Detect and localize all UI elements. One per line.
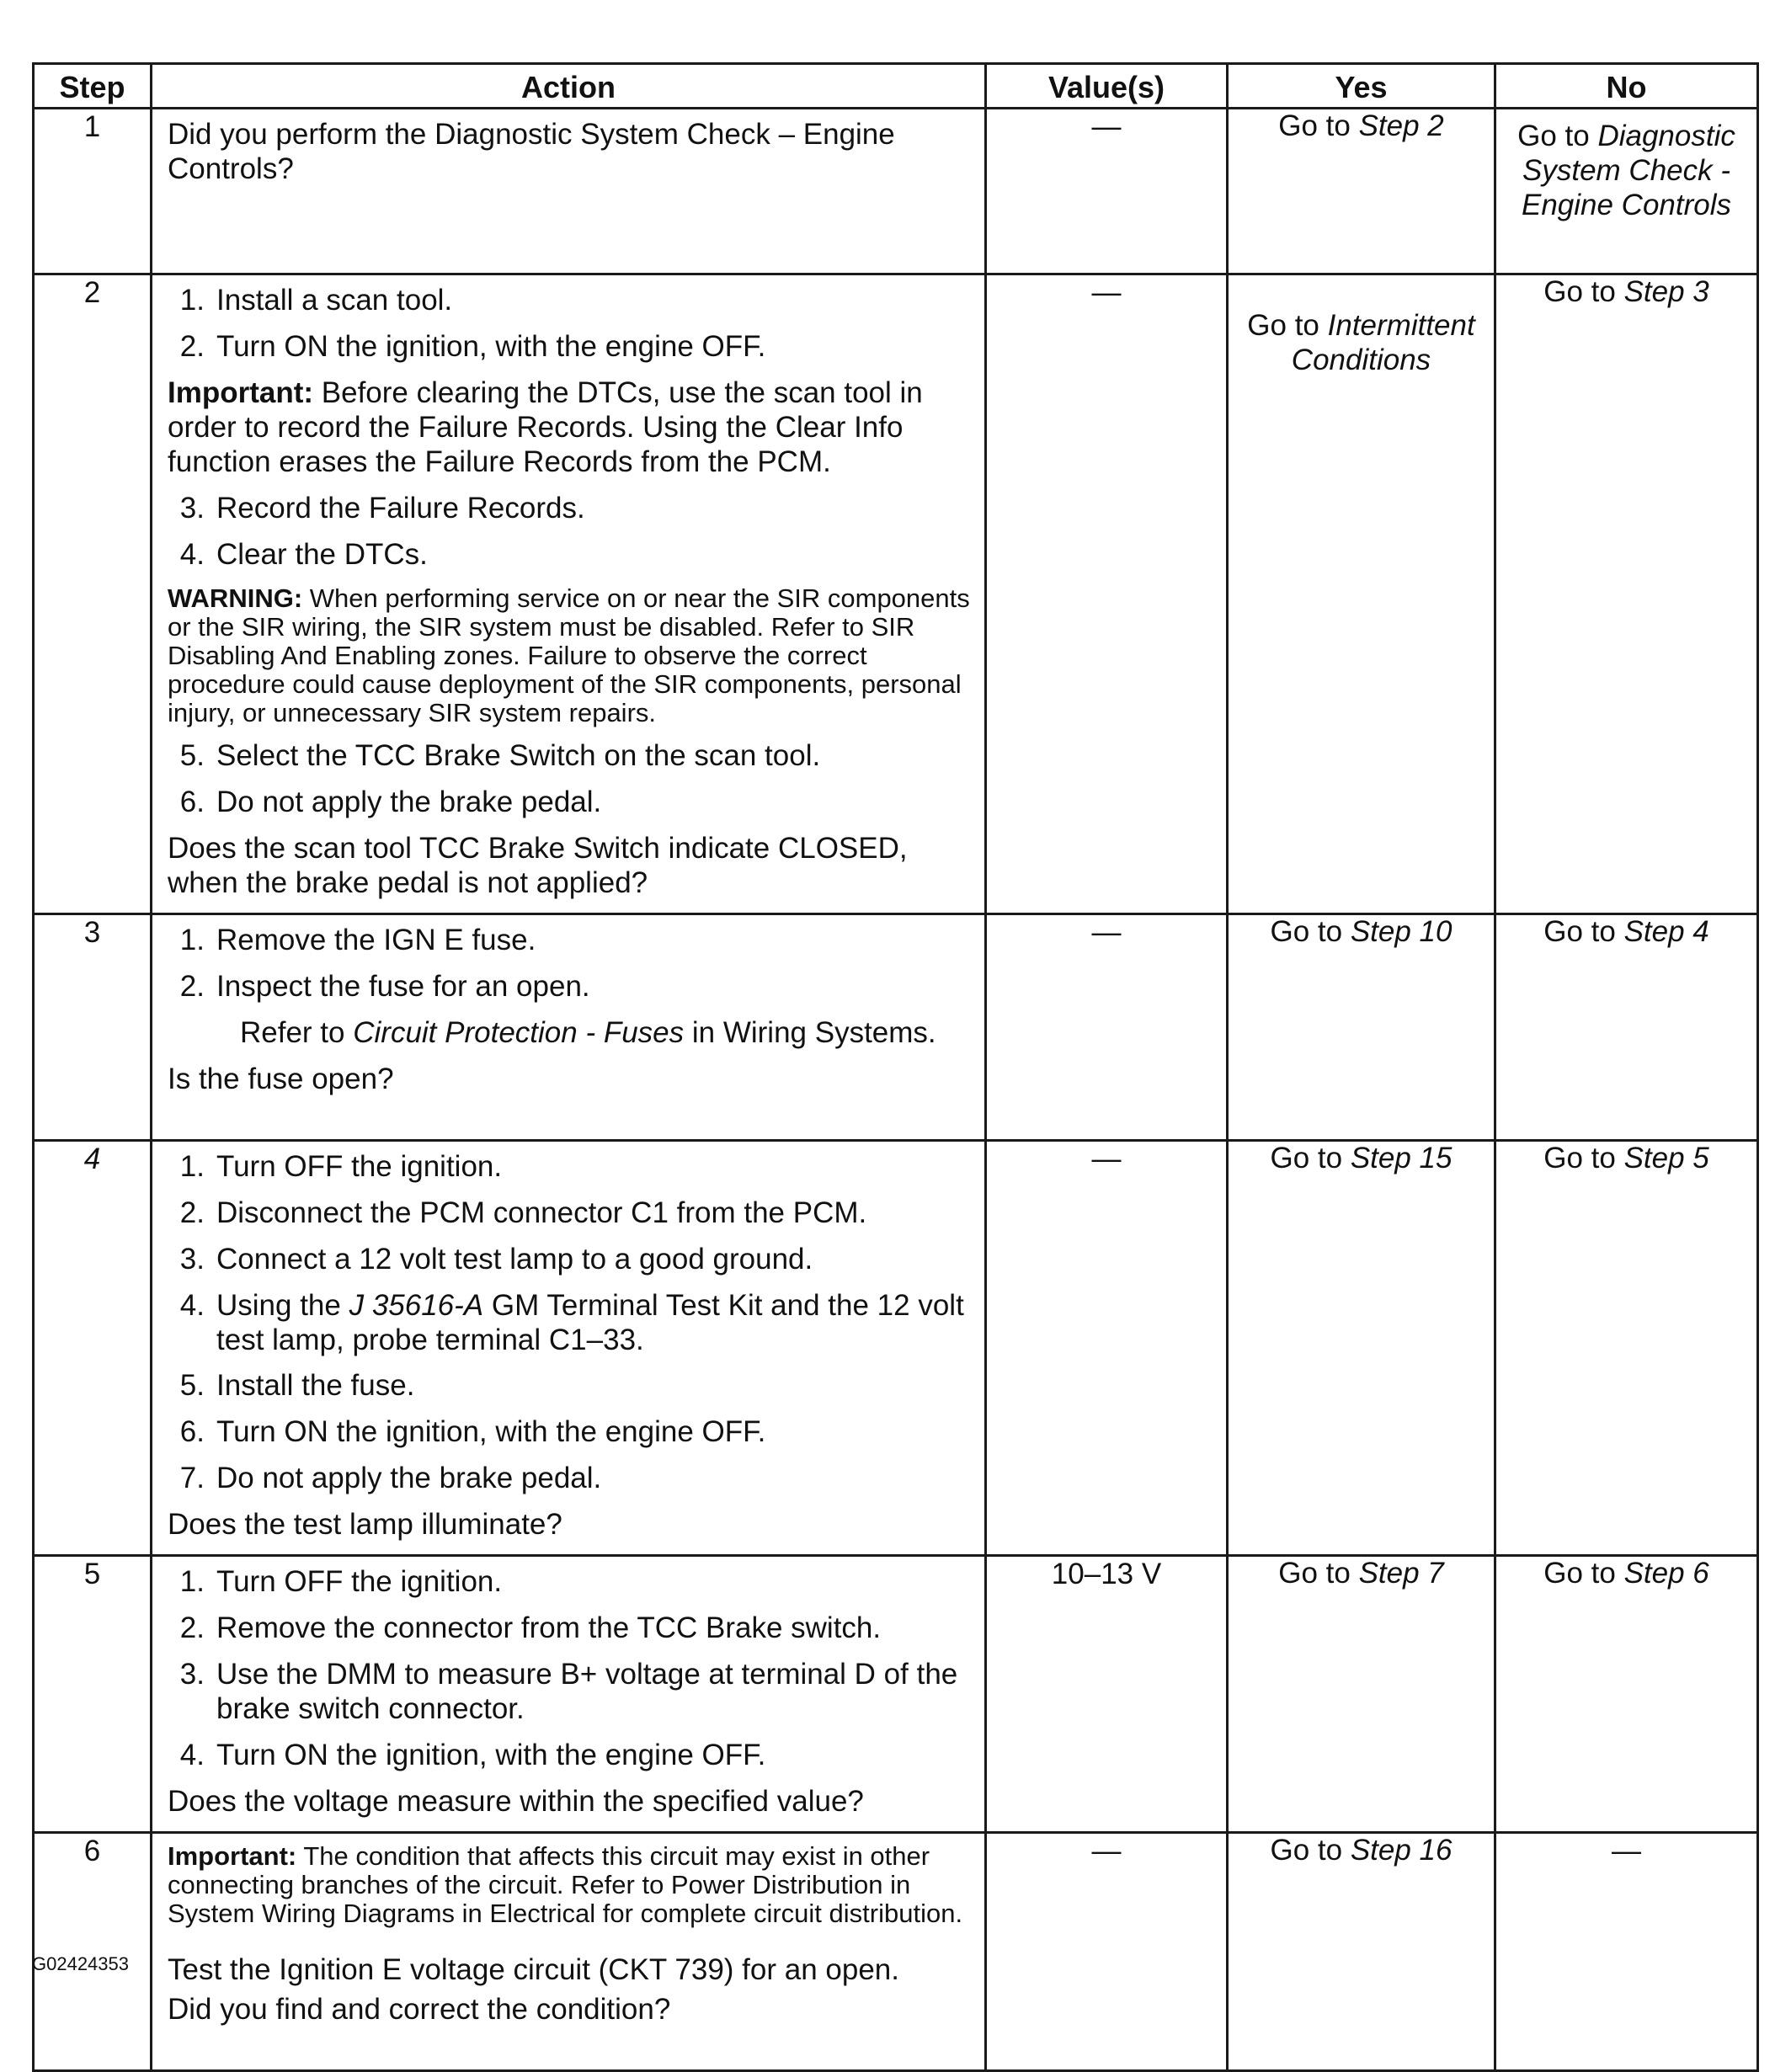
yes-cell[interactable] [1228,1556,1495,1833]
no-prefix: Go to [1543,1557,1624,1590]
list-item: 2. Remove the connector from the TCC Brake switch. [179,1611,882,1645]
header-no: No [1495,64,1758,109]
list-item: 4. Using the J 35616-A GM Terminal Test Kit and the 12 volt test lamp, probe terminal C1–33. [179,1288,964,1356]
list-item: 4. Clear the DTCs. [179,537,428,571]
yes-cell[interactable] [1228,1832,1495,2070]
figure-id: G02424353 [32,1953,129,1974]
no-link[interactable]: Step 3 [1623,275,1709,308]
list-item: 2. Turn ON the ignition, with the engine OFF. [179,329,766,363]
yes-cell[interactable] [1228,109,1495,274]
yes-prefix: Go to [1270,1833,1351,1867]
value-cell: — [986,1140,1228,1555]
important-note: Important: Before clearing the DTCs, use the scan tool in order to record the Failure Records. Using the Clear Info function erases the Failure Records from the PCM. [168,376,923,478]
action-question: Is the fuse open? [168,1062,394,1095]
value-cell: 10–13 V [986,1556,1228,1833]
yes-prefix: Go to [1270,1141,1351,1174]
table-row-step-3 [34,913,1758,1140]
no-prefix: Go to [1543,275,1624,308]
yes-cell[interactable] [1228,274,1495,914]
list-item: 1. Turn OFF the ignition. [179,1149,503,1183]
list-item: 3. Connect a 12 volt test lamp to a good ground. [179,1242,813,1276]
action-cell [152,274,986,914]
list-item: 1. Turn OFF the ignition. [179,1565,503,1599]
no-cell[interactable] [1495,274,1758,914]
list-item: 6. Turn ON the ignition, with the engine OFF. [179,1415,766,1449]
header-row [34,64,1758,109]
yes-link[interactable]: Step 2 [1358,109,1444,142]
header-values: Value(s) [986,64,1228,109]
value-cell: — [986,274,1228,914]
step-number: 3 [34,913,152,1140]
action-question: Does the voltage measure within the specified value? [168,1784,864,1818]
list-item: 2. Disconnect the PCM connector C1 from the PCM. [179,1196,867,1229]
diagnostic-table [32,62,1759,2072]
no-prefix: Go to [1543,914,1624,948]
table-row-step-4 [34,1140,1758,1555]
tool-name: J 35616-A [349,1288,484,1322]
action-cell [152,1832,986,2070]
table-row-step-6 [34,1832,1758,2070]
action-cell [152,1140,986,1555]
no-link[interactable]: Step 5 [1623,1141,1709,1174]
step-number: 1 [34,109,152,274]
list-item: 2. Inspect the fuse for an open. [179,969,590,1003]
no-cell[interactable] [1495,109,1758,274]
header-yes: Yes [1228,64,1495,109]
yes-cell[interactable] [1228,1140,1495,1555]
action-cell [152,109,986,274]
no-cell[interactable] [1495,913,1758,1140]
step-number: 6 [34,1832,152,2070]
action-cell [152,1556,986,1833]
yes-prefix: Go to [1270,914,1351,948]
table-row-step-5 [34,1556,1758,1833]
no-cell: — [1495,1832,1758,2070]
list-item: 3. Use the DMM to measure B+ voltage at terminal D of the brake switch connector. [179,1658,958,1726]
list-item: 5. Install the fuse. [179,1369,415,1403]
table-row-step-1 [34,109,1758,274]
important-note: Important: The condition that affects this circuit may exist in other connecting branches of the circuit. Refer to Power Distribution in System Wiring Diagrams in Electrical for complete circuit distribution. [168,1840,963,1929]
yes-link[interactable]: Step 16 [1350,1833,1453,1867]
value-cell: — [986,913,1228,1140]
no-prefix: Go to [1543,1141,1624,1174]
action-question: Does the test lamp illuminate? [168,1508,562,1542]
yes-link[interactable]: Step 15 [1350,1141,1453,1174]
value-cell: — [986,109,1228,274]
refer-link[interactable]: Circuit Protection - Fuses [353,1015,685,1049]
header-step: Step [34,64,152,109]
yes-prefix: Go to [1247,309,1328,342]
no-link[interactable]: Diagnostic System Check - Engine Controls [1521,120,1735,221]
list-item: 4. Turn ON the ignition, with the engine OFF. [179,1738,766,1771]
yes-cell[interactable] [1228,913,1495,1140]
yes-link[interactable]: Intermittent Conditions [1291,309,1475,376]
warning-note: WARNING: When performing service on or near the SIR components or the SIR wiring, the SIR system must be disabled. Refer to SIR Disabling And Enabling zones. Failure to observe the correct procedure could cause deployment of the SIR components, personal injury, or unnecessary SIR system repairs. [168,583,970,727]
list-item: 5. Select the TCC Brake Switch on the scan tool. [179,739,821,773]
no-cell[interactable] [1495,1140,1758,1555]
step-number: 5 [34,1556,152,1833]
list-item: 1. Install a scan tool. [179,284,453,317]
list-item: 6. Do not apply the brake pedal. [179,785,602,818]
list-item: 1. Remove the IGN E fuse. [179,923,536,956]
action-question: Did you perform the Diagnostic System Check – Engine Controls? [168,118,895,185]
yes-prefix: Go to [1278,1557,1359,1590]
table-row-step-2 [34,274,1758,914]
yes-prefix: Go to [1278,109,1359,142]
action-cell [152,913,986,1140]
value-cell: — [986,1832,1228,2070]
list-item: 3. Record the Failure Records. [179,491,585,525]
test-instruction: Test the Ignition E voltage circuit (CKT 739) for an open. [168,1953,899,1987]
yes-link[interactable]: Step 7 [1358,1557,1444,1590]
step-number: 2 [34,274,152,914]
no-cell[interactable] [1495,1556,1758,1833]
refer-note: Refer to Circuit Protection - Fuses in Wiring Systems. [240,1015,936,1049]
list-item: 7. Do not apply the brake pedal. [179,1462,602,1495]
action-question: Does the scan tool TCC Brake Switch indicate CLOSED, when the brake pedal is not applied? [168,831,908,899]
action-question: Did you find and correct the condition? [168,1993,671,2027]
header-action: Action [152,64,986,109]
no-link[interactable]: Step 4 [1623,914,1709,948]
no-link[interactable]: Step 6 [1623,1557,1709,1590]
step-number: 4 [34,1140,152,1555]
no-prefix: Go to [1517,120,1598,152]
yes-link[interactable]: Step 10 [1350,914,1453,948]
